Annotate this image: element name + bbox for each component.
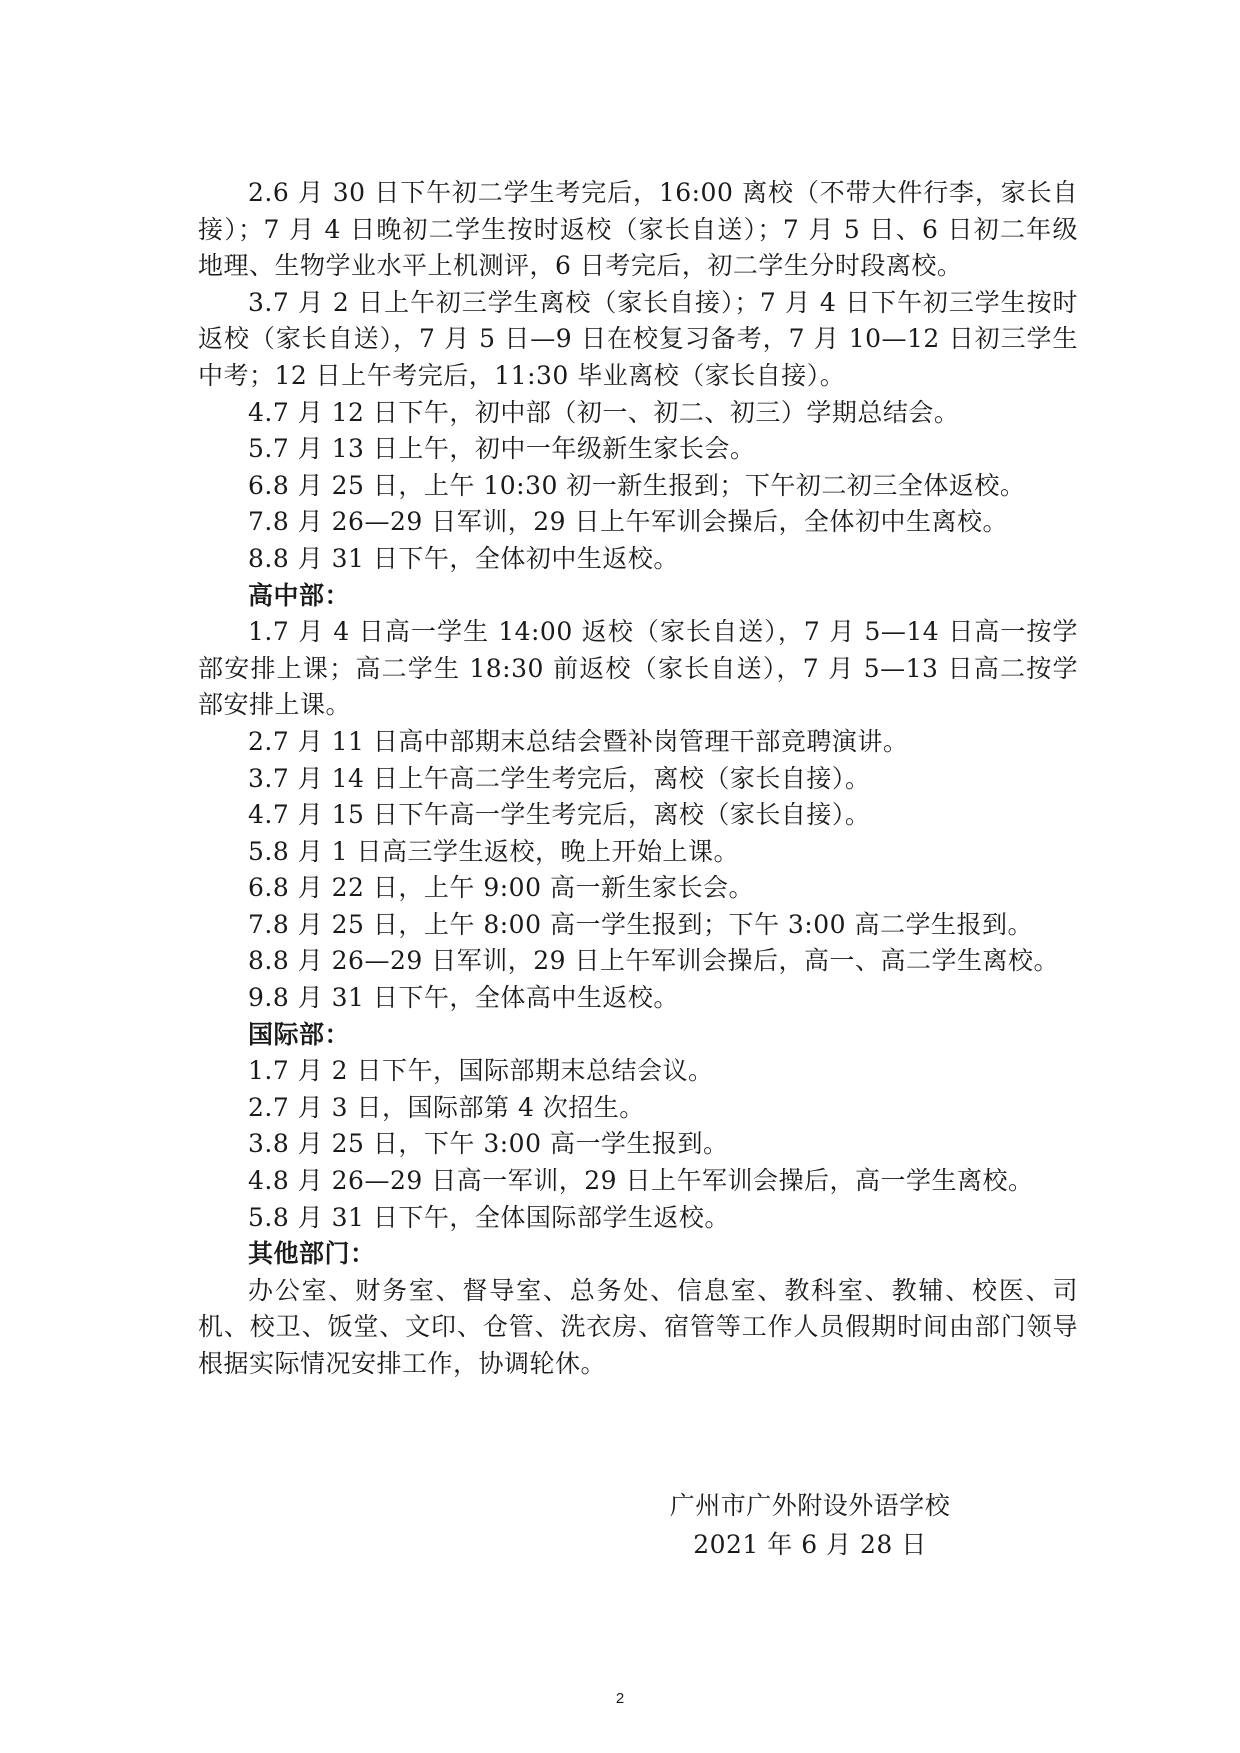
other-departments-section	[198, 1236, 1078, 1382]
senior-item: 9.8 月 31 日下午，全体高中生返校。	[248, 983, 679, 1013]
page-number: 2	[615, 1690, 625, 1707]
senior-item: 8.8 月 26—29 日军训，29 日上午军训会操后，高一、高二学生离校。	[248, 946, 1059, 976]
senior-heading: 高中部：	[248, 580, 351, 610]
other-departments-heading: 其他部门：	[248, 1239, 376, 1269]
senior-item: 5.8 月 1 日高三学生返校，晚上开始上课。	[248, 836, 740, 866]
junior-item: 8.8 月 31 日下午，全体初中生返校。	[248, 543, 679, 573]
senior-item: 6.8 月 22 日，上午 9:00 高一新生家长会。	[248, 873, 754, 903]
international-item: 4.8 月 26—29 日高一军训，29 日上午军训会操后，高一学生离校。	[248, 1166, 1034, 1196]
junior-item: 6.8 月 25 日，上午 10:30 初一新生报到；下午初二初三全体返校。	[248, 470, 1026, 500]
senior-item: 7.8 月 25 日，上午 8:00 高一学生报到；下午 3:00 高二学生报到。	[248, 909, 1033, 939]
international-item: 1.7 月 2 日下午，国际部期末总结会议。	[248, 1056, 714, 1086]
senior-item: 4.7 月 15 日下午高一学生考完后，离校（家长自接）。	[248, 800, 871, 830]
junior-item: 7.8 月 26—29 日军训，29 日上午军训会操后，全体初中生离校。	[248, 507, 1008, 537]
other-departments-text: 办公室、财务室、督导室、总务处、信息室、教科室、教辅、校医、司机、校卫、饭堂、文印、仓管、洗衣房、宿管等工作人员假期时间由部门领导根据实际情况安排工作，协调轮休。	[198, 1275, 1078, 1378]
international-item: 2.7 月 3 日，国际部第 4 次招生。	[248, 1092, 645, 1122]
signature-organization: 广州市广外附设外语学校	[669, 1491, 951, 1520]
international-section	[198, 1017, 1078, 1237]
junior-section	[198, 175, 1078, 578]
junior-item: 4.7 月 12 日下午，初中部（初一、初二、初三）学期总结会。	[248, 397, 960, 427]
senior-item: 3.7 月 14 日上午高二学生考完后，离校（家长自接）。	[248, 763, 871, 793]
senior-section	[198, 578, 1078, 1017]
signature-date: 2021 年 6 月 28 日	[693, 1530, 927, 1559]
document-body	[198, 175, 1078, 1383]
junior-item: 3.7 月 2 日上午初三学生离校（家长自接）；7 月 4 日下午初三学生按时返校（家长自送），7 月 5 日—9 日在校复习备考，7 月 10—12 日初三学生中考；12 日上午考完后，11:30 毕业离校（家长自接）。	[198, 287, 1078, 390]
international-item: 3.8 月 25 日，下午 3:00 高一学生报到。	[248, 1129, 729, 1159]
international-item: 5.8 月 31 日下午，全体国际部学生返校。	[248, 1202, 730, 1232]
junior-item: 2.6 月 30 日下午初二学生考完后，16:00 离校（不带大件行李，家长自接）；7 月 4 日晚初二学生按时返校（家长自送）；7 月 5 日、6 日初二年级地理、生物学业水平上机测评，6 日考完后，初二学生分时段离校。	[198, 178, 1078, 281]
international-heading: 国际部：	[248, 1019, 351, 1049]
senior-item: 2.7 月 11 日高中部期末总结会暨补岗管理干部竞聘演讲。	[248, 726, 909, 756]
senior-item: 1.7 月 4 日高一学生 14:00 返校（家长自送），7 月 5—14 日高一按学部安排上课；高二学生 18:30 前返校（家长自送），7 月 5—13 日高二按学部安排上课。	[198, 617, 1078, 720]
junior-item: 5.7 月 13 日上午，初中一年级新生家长会。	[248, 434, 756, 464]
